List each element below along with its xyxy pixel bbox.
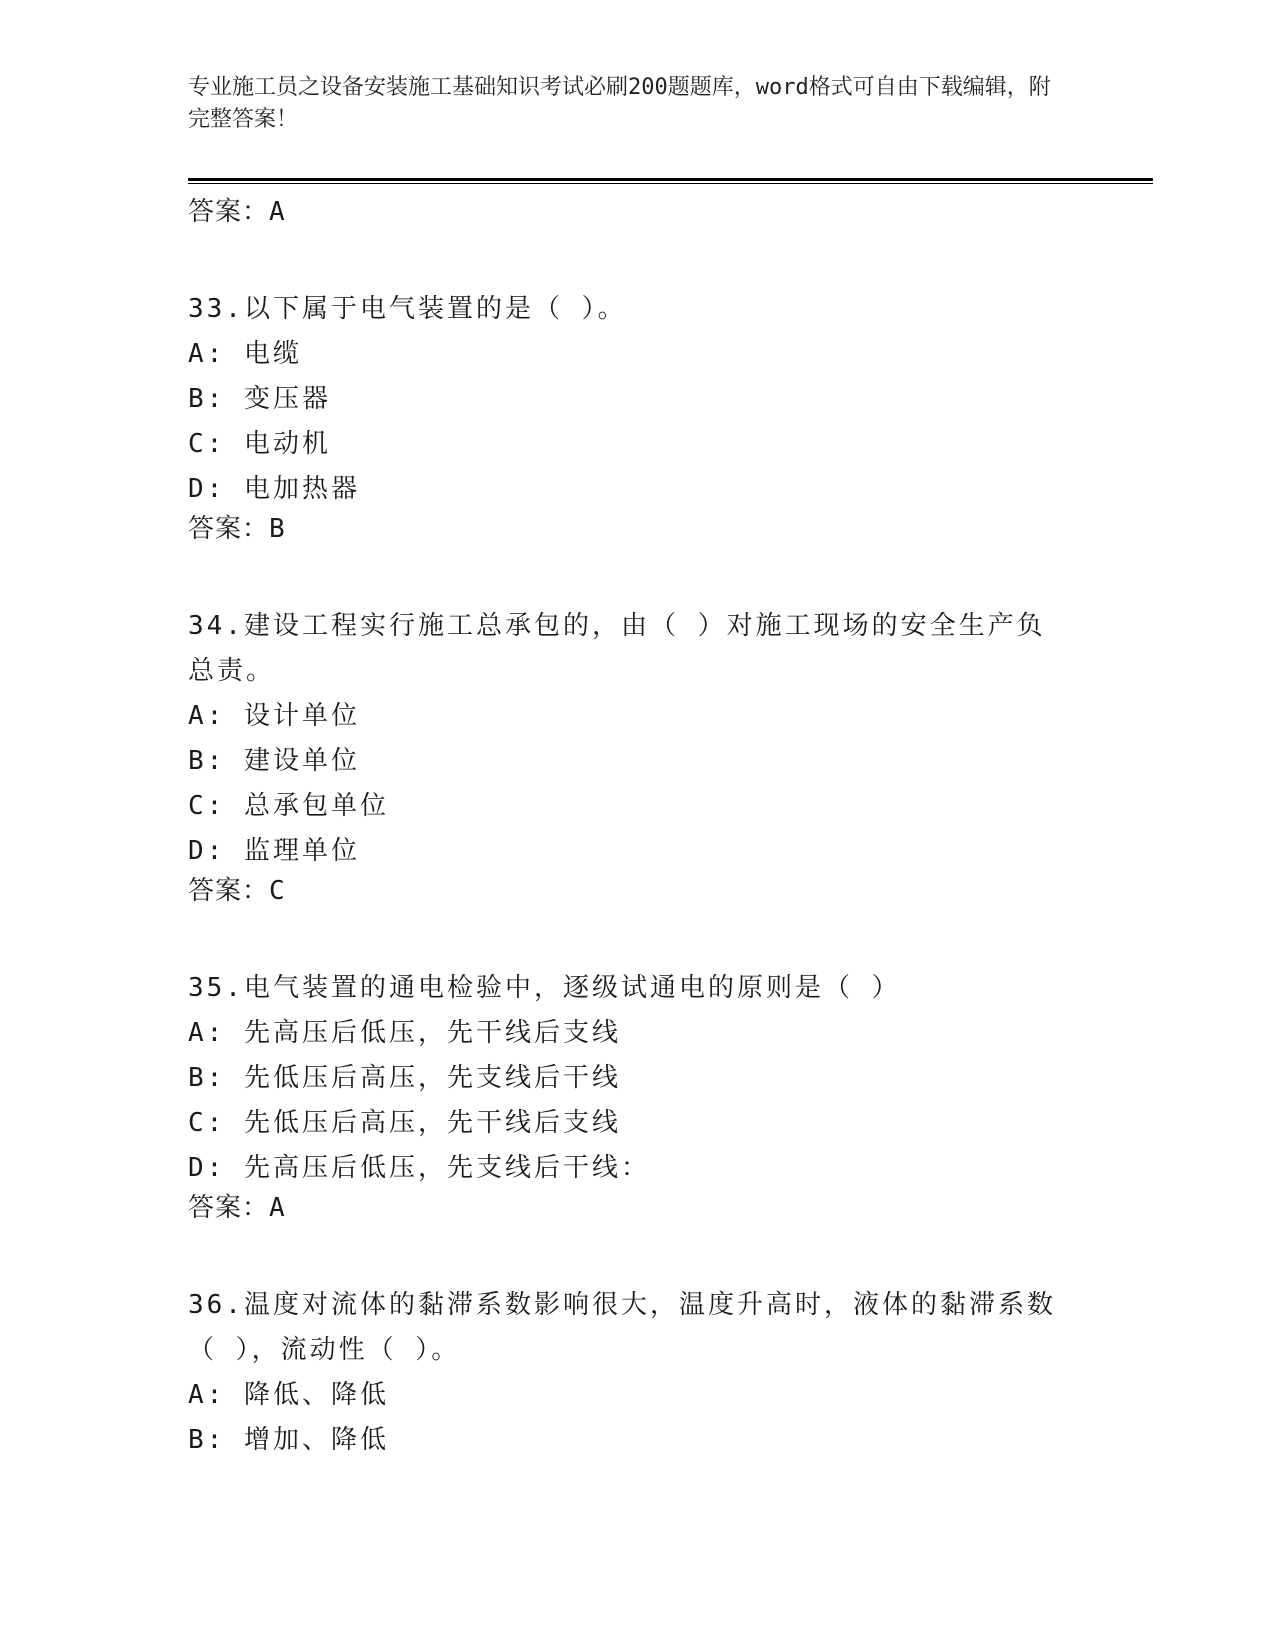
answer-label: 答案： [188,514,270,544]
option-c: C: 总承包单位 [188,791,389,821]
answer-line [188,874,1068,908]
question-block [188,1283,1068,1463]
question-text: 33.以下属于电气装置的是（ ）。 [188,294,627,324]
option-c: C: 先低压后高压，先干线后支线 [188,1108,621,1138]
option-b: B: 变压器 [188,384,331,414]
option-b: B: 建设单位 [188,746,360,776]
answer-line [188,195,1068,229]
option-a: A: 先高压后低压，先干线后支线 [188,1018,621,1048]
option-d: D: 电加热器 [188,474,360,504]
header-rule-thick [188,178,1153,181]
question-list [188,195,1068,1521]
option-b: B: 增加、降低 [188,1425,389,1455]
answer-label: 答案： [188,197,270,227]
answer-label: 答案： [188,876,270,906]
question-text: 36.温度对流体的黏滞系数影响很大，温度升高时，液体的黏滞系数（ ），流动性（ ）。 [188,1290,1056,1365]
option-a: A: 降低、降低 [188,1380,389,1410]
page-header: 专业施工员之设备安装施工基础知识考试必刷200题题库，word格式可自由下载编辑，附完整答案！ [188,75,1051,132]
question-block [188,604,1068,908]
question-block [188,966,1068,1225]
answer-value: A [269,1193,286,1223]
option-b: B: 先低压后高压，先支线后干线 [188,1063,621,1093]
answer-value: A [269,197,286,227]
question-text: 34.建设工程实行施工总承包的，由（ ）对施工现场的安全生产负总责。 [188,611,1046,686]
question-block [188,287,1068,546]
answer-line [188,512,1068,546]
answer-label: 答案： [188,1193,270,1223]
option-d: D: 先高压后低压，先支线后干线： [188,1153,650,1183]
option-d: D: 监理单位 [188,836,360,866]
answer-value: C [269,876,286,906]
header-rule-thin [188,183,1153,184]
answer-line [188,1191,1068,1225]
question-text: 35.电气装置的通电检验中，逐级试通电的原则是（ ） [188,973,901,1003]
answer-value: B [269,514,286,544]
option-a: A: 设计单位 [188,701,360,731]
option-c: C: 电动机 [188,429,331,459]
option-a: A: 电缆 [188,339,302,369]
